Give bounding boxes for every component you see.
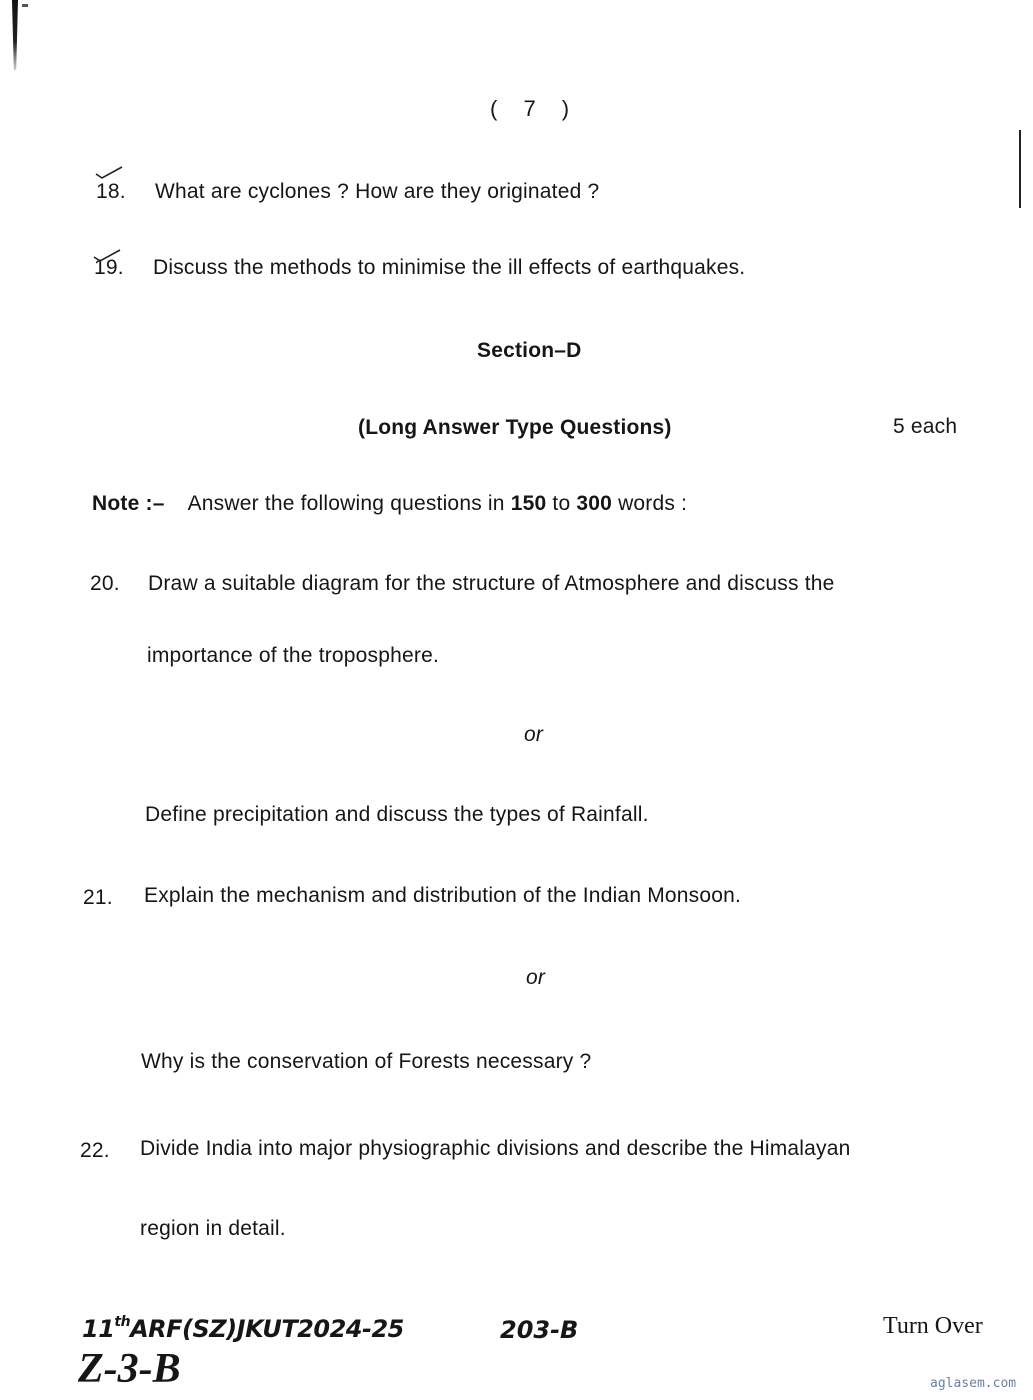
- question-number-18: 18.: [96, 180, 126, 203]
- note-word-max: 300: [576, 492, 613, 515]
- scan-artifact-mark: [12, 0, 18, 70]
- or-separator-20: or: [524, 723, 544, 746]
- page-number: ( 7 ): [490, 96, 580, 121]
- question-text-22-line2: region in detail.: [140, 1217, 286, 1240]
- question-text-22-line1: Divide India into major physiographic divisions and describe the Himalayan: [140, 1137, 851, 1160]
- question-number-19: 19.: [94, 256, 124, 279]
- section-title: Section–D: [477, 339, 582, 362]
- note-line: [92, 492, 687, 516]
- question-number-20: 20.: [90, 572, 120, 595]
- question-text-20-line1: Draw a suitable diagram for the structure of Atmosphere and discuss the: [148, 572, 835, 595]
- note-text-part2: words :: [618, 492, 688, 515]
- question-text-20-line2: importance of the troposphere.: [147, 644, 440, 667]
- question-text-20-alt: Define precipitation and discuss the types of Rainfall.: [145, 803, 649, 826]
- watermark: aglasem.com: [930, 1376, 1017, 1391]
- tick-mark-icon: [92, 246, 122, 267]
- scan-artifact-line: [1019, 130, 1021, 208]
- exam-code-sup: th: [114, 1314, 131, 1330]
- note-to: to: [552, 492, 571, 515]
- exam-code: [82, 1315, 404, 1343]
- section-marks: 5 each: [893, 415, 958, 438]
- question-text-21-alt: Why is the conservation of Forests necessary ?: [141, 1050, 592, 1073]
- note-word-min: 150: [510, 492, 547, 515]
- turn-over-label: Turn Over: [883, 1313, 983, 1339]
- question-number-22: 22.: [80, 1139, 110, 1162]
- question-number-21: 21.: [83, 886, 113, 909]
- paper-code: 203-B: [500, 1316, 579, 1344]
- or-separator-21: or: [526, 966, 546, 989]
- tick-mark-icon: [94, 163, 124, 184]
- exam-code-prefix: 11: [82, 1315, 115, 1343]
- exam-code-rest: ARF(SZ)JKUT2024-25: [130, 1315, 404, 1343]
- series-code: Z-3-B: [78, 1346, 181, 1392]
- note-text-part1: Answer the following questions in: [187, 492, 505, 515]
- question-text-18: What are cyclones ? How are they originated ?: [155, 180, 600, 203]
- scan-artifact-dot: [22, 4, 28, 7]
- question-text-21-line1: Explain the mechanism and distribution of the Indian Monsoon.: [144, 884, 742, 907]
- note-label: Note :–: [92, 492, 165, 515]
- question-text-19: Discuss the methods to minimise the ill effects of earthquakes.: [153, 256, 746, 279]
- section-subtitle: (Long Answer Type Questions): [358, 416, 672, 439]
